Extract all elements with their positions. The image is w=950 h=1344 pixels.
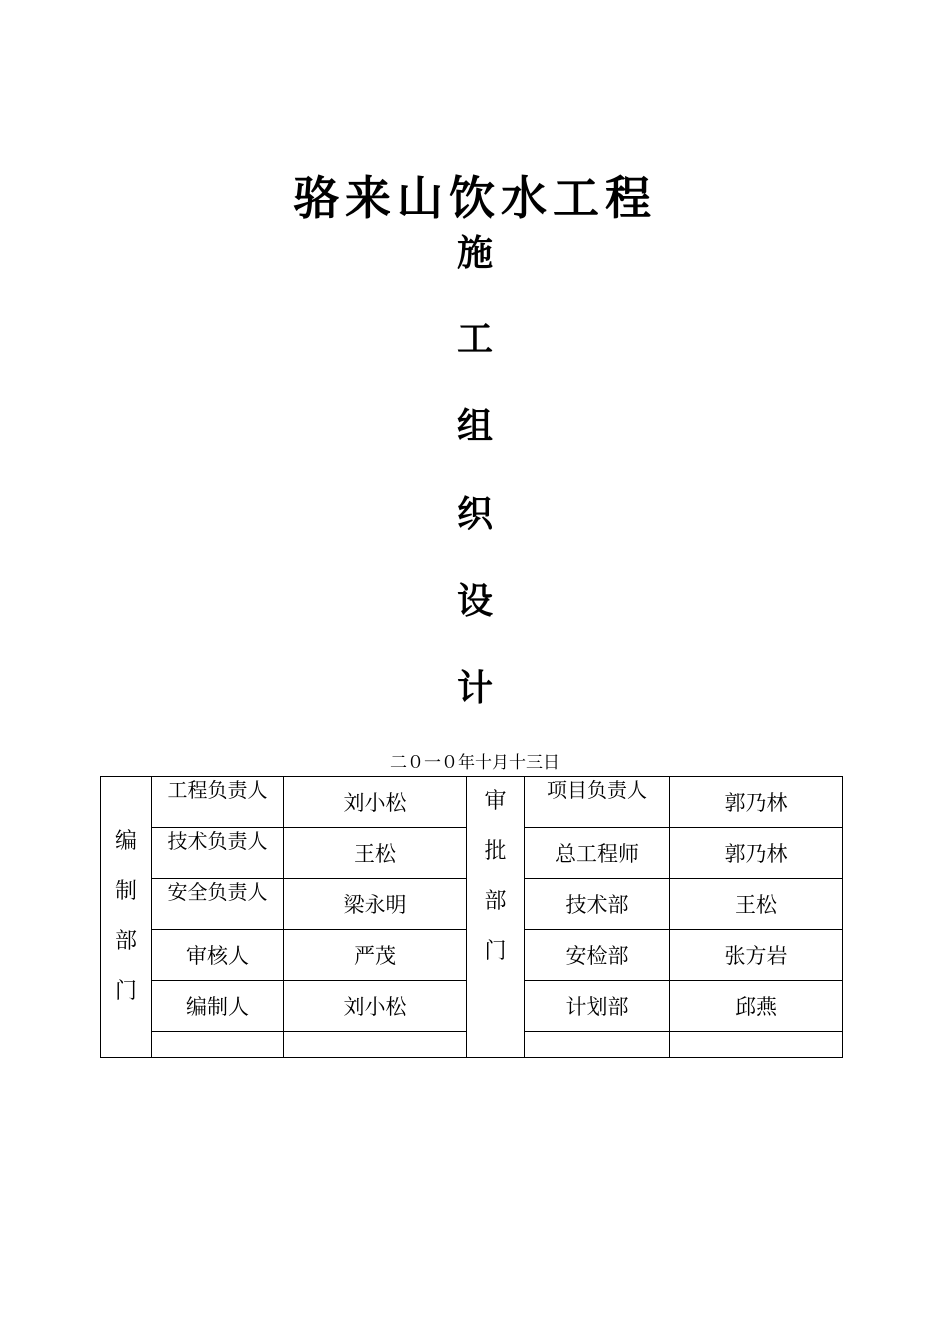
name-cell: 严茂 xyxy=(284,930,467,981)
role-cell: 安全负责人 xyxy=(152,879,284,930)
table-row xyxy=(101,777,843,828)
signature-table xyxy=(100,776,843,1058)
role-cell: 编制人 xyxy=(152,981,284,1032)
role-cell: 技术负责人 xyxy=(152,828,284,879)
role-cell: 审核人 xyxy=(152,930,284,981)
subtitle-char-1: 施 xyxy=(456,233,493,274)
name-cell: 刘小松 xyxy=(284,981,467,1032)
name-cell: 王松 xyxy=(670,879,843,930)
role-cell: 安检部 xyxy=(525,930,670,981)
approval-dept-label: 审 批 部 门 xyxy=(467,777,525,1058)
subtitle-char-4: 织 xyxy=(456,494,493,535)
document-date: 二０一０年十月十三日 xyxy=(390,753,560,773)
name-cell: 郭乃林 xyxy=(670,777,843,828)
role-cell: 项目负责人 xyxy=(525,777,670,828)
empty-cell xyxy=(152,1032,284,1058)
name-cell: 郭乃林 xyxy=(670,828,843,879)
role-cell: 总工程师 xyxy=(525,828,670,879)
name-cell: 张方岩 xyxy=(670,930,843,981)
name-cell: 刘小松 xyxy=(284,777,467,828)
subtitle-char-3: 组 xyxy=(456,406,493,447)
role-cell: 计划部 xyxy=(525,981,670,1032)
name-cell: 梁永明 xyxy=(284,879,467,930)
subtitle-char-6: 计 xyxy=(456,668,493,709)
name-cell: 邱燕 xyxy=(670,981,843,1032)
subtitle-char-2: 工 xyxy=(456,319,493,360)
name-cell: 王松 xyxy=(284,828,467,879)
preparing-dept-label: 编 制 部 门 xyxy=(101,777,152,1058)
empty-cell xyxy=(284,1032,467,1058)
role-cell: 技术部 xyxy=(525,879,670,930)
empty-cell xyxy=(670,1032,843,1058)
role-cell: 工程负责人 xyxy=(152,777,284,828)
subtitle-char-5: 设 xyxy=(456,581,493,622)
empty-cell xyxy=(525,1032,670,1058)
document-title: 骆来山饮水工程 xyxy=(293,171,657,225)
